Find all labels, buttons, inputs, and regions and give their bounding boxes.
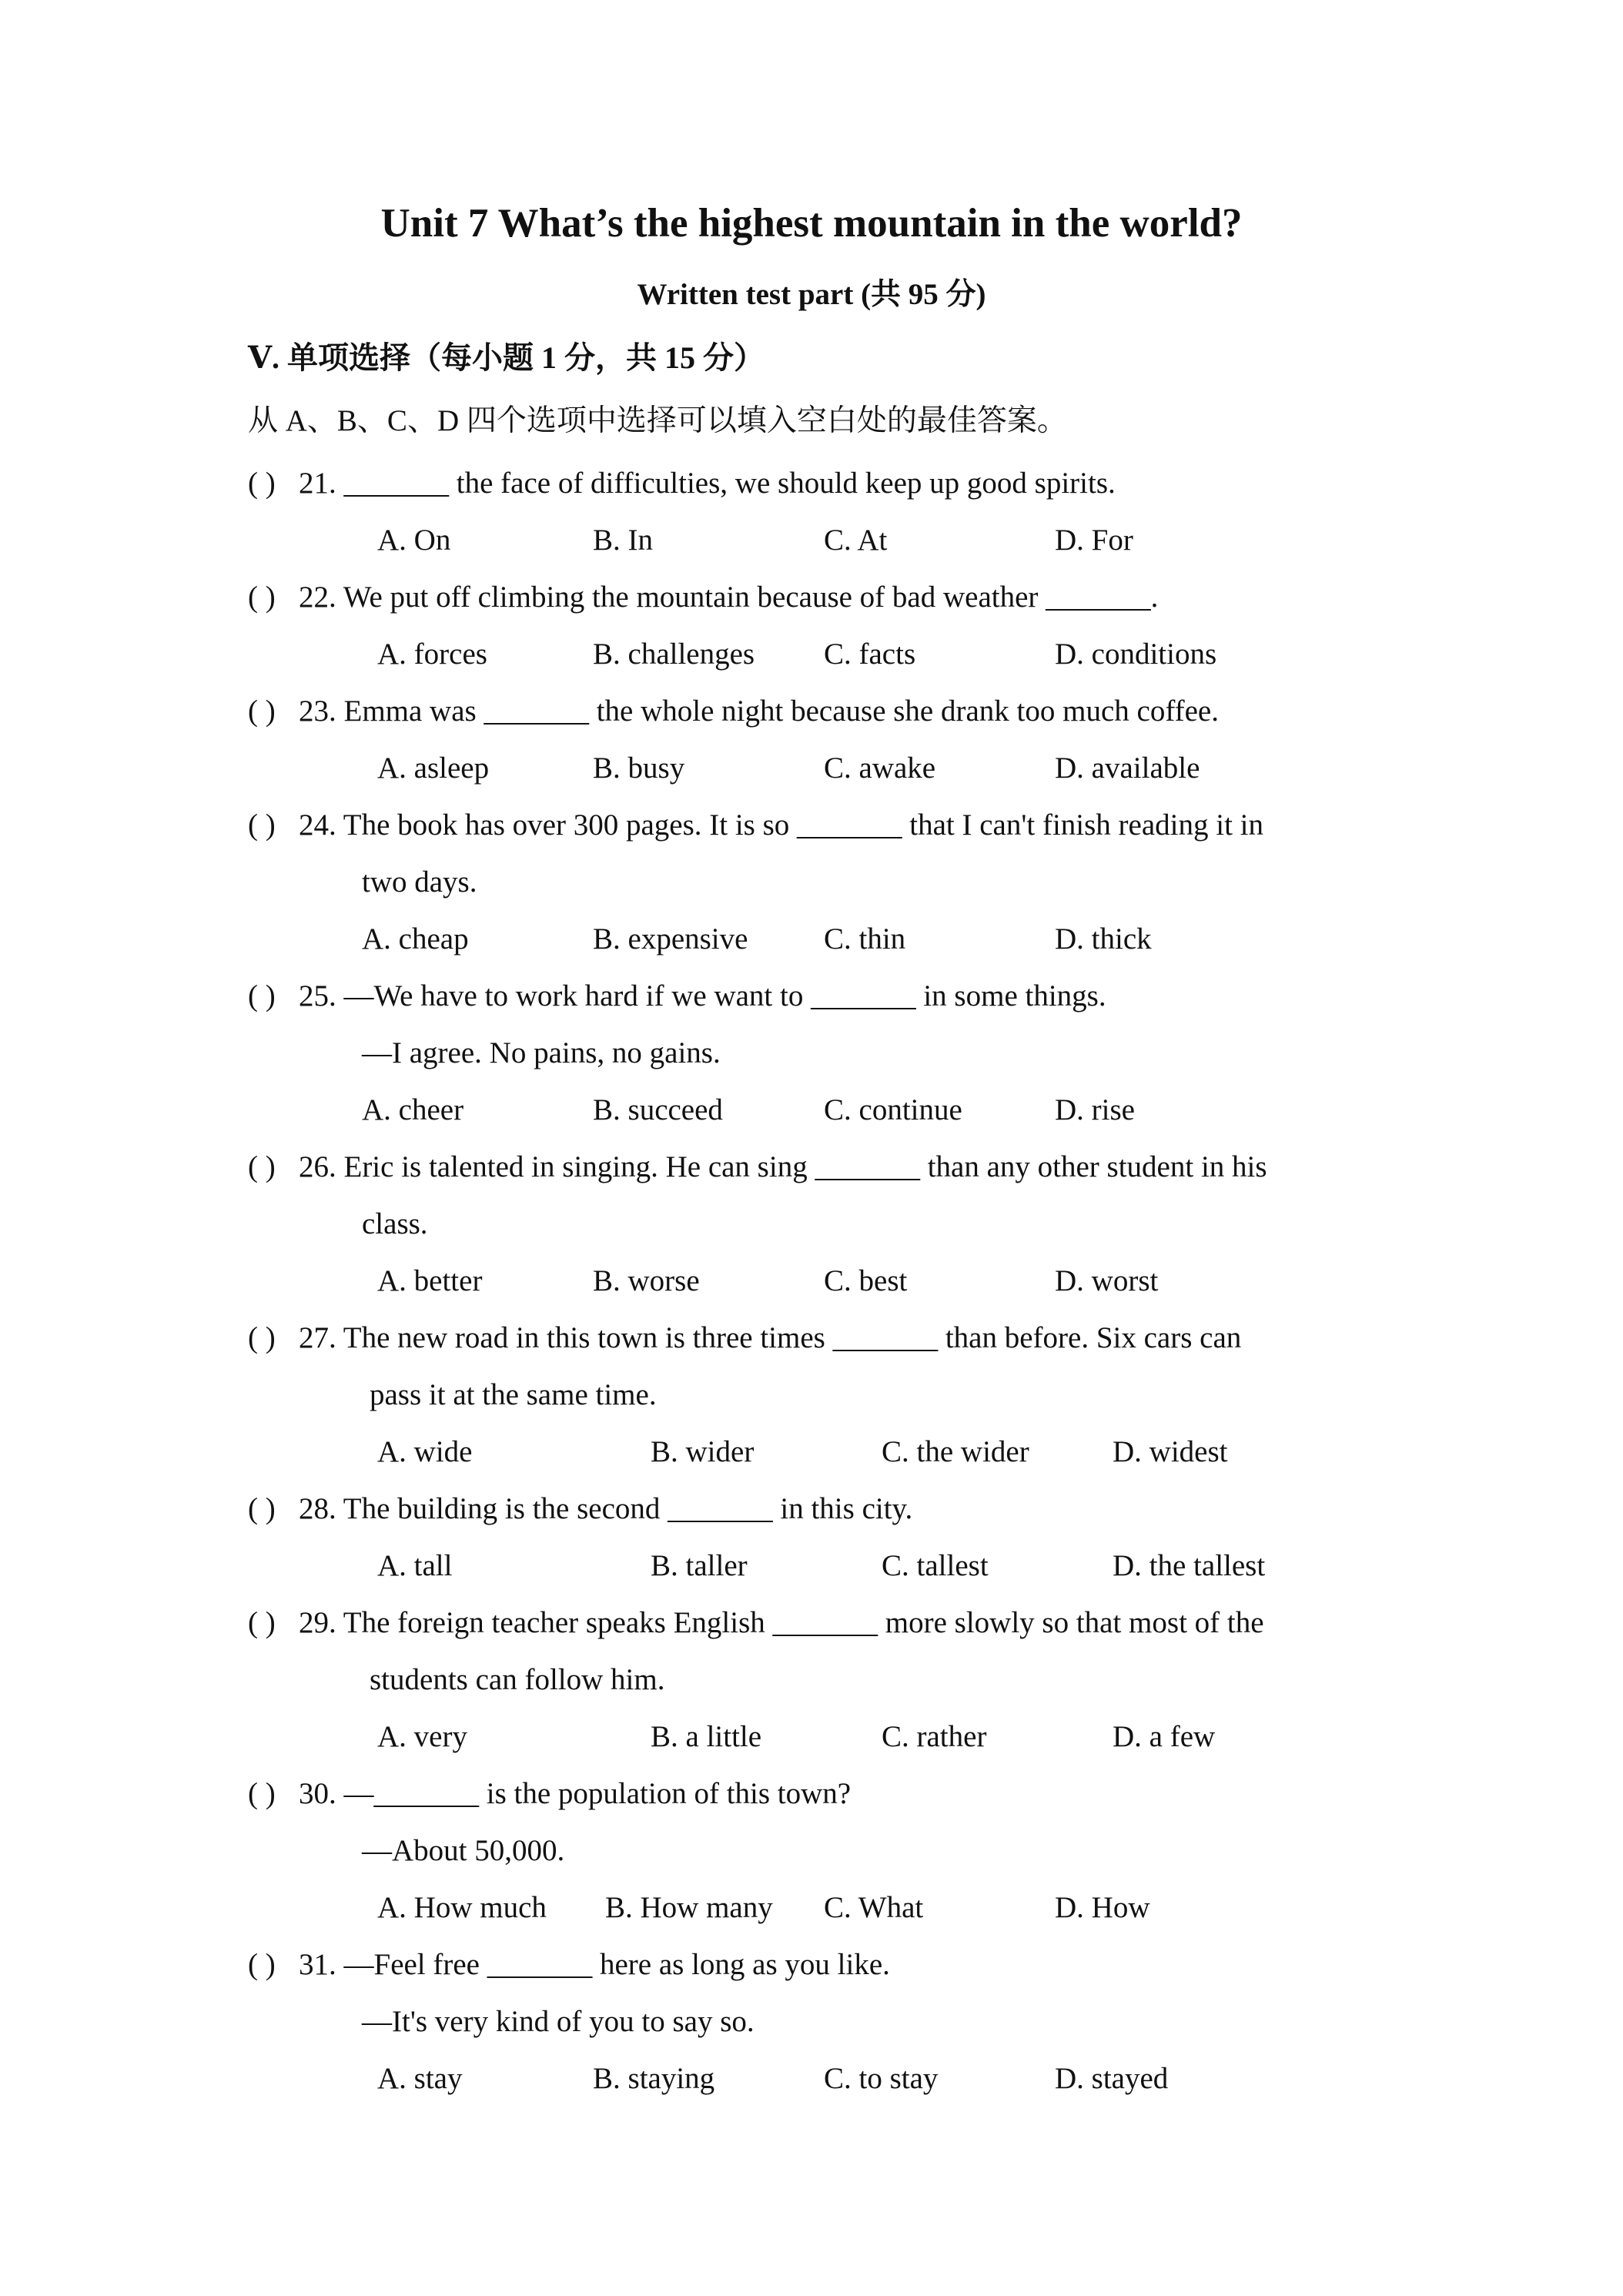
- answer-option-c[interactable]: C. to stay: [824, 2062, 939, 2095]
- answer-option-c[interactable]: C. the wider: [882, 1435, 1029, 1468]
- answer-option-c[interactable]: C. awake: [824, 751, 936, 785]
- section-instruction: 从 A、B、C、D 四个选项中选择可以填入空白处的最佳答案。: [248, 404, 1067, 437]
- answer-bracket[interactable]: ( ): [248, 694, 276, 728]
- question-text: 22. We put off climbing the mountain because of bad weather _______.: [299, 581, 1159, 614]
- question-text-continued: —It's very kind of you to say so.: [362, 2005, 755, 2038]
- answer-bracket[interactable]: ( ): [248, 1150, 276, 1183]
- page-subtitle: Written test part (共 95 分): [637, 278, 986, 311]
- answer-option-d[interactable]: D. the tallest: [1113, 1549, 1266, 1582]
- answer-bracket[interactable]: ( ): [248, 1492, 276, 1525]
- question-text: 25. —We have to work hard if we want to _______ in some things.: [299, 979, 1106, 1012]
- answer-option-a[interactable]: A. How much: [377, 1891, 547, 1924]
- question-text: 31. —Feel free _______ here as long as you like.: [299, 1948, 890, 1981]
- answer-option-c[interactable]: C. tallest: [882, 1549, 989, 1582]
- answer-option-a[interactable]: A. better: [377, 1264, 483, 1297]
- answer-option-d[interactable]: D. stayed: [1055, 2062, 1169, 2095]
- question-text: 28. The building is the second _______ in this city.: [299, 1492, 913, 1525]
- answer-bracket[interactable]: ( ): [248, 467, 276, 500]
- answer-option-b[interactable]: B. wider: [651, 1435, 755, 1468]
- answer-option-c[interactable]: C. best: [824, 1264, 908, 1297]
- answer-option-b[interactable]: B. succeed: [593, 1093, 723, 1126]
- question-text: 26. Eric is talented in singing. He can sing _______ than any other student in his: [299, 1150, 1267, 1183]
- answer-option-a[interactable]: A. asleep: [377, 751, 490, 785]
- answer-bracket[interactable]: ( ): [248, 1777, 276, 1810]
- answer-option-d[interactable]: D. worst: [1055, 1264, 1159, 1297]
- answer-option-b[interactable]: B. How many: [605, 1891, 773, 1924]
- answer-option-d[interactable]: D. conditions: [1055, 638, 1217, 671]
- question-text-continued: —I agree. No pains, no gains.: [362, 1036, 721, 1069]
- section-heading: Ⅴ. 单项选择（每小题 1 分，共 15 分）: [248, 340, 765, 375]
- page-title: Unit 7 What’s the highest mountain in the world?: [380, 201, 1243, 246]
- answer-option-c[interactable]: C. facts: [824, 638, 916, 671]
- answer-option-c[interactable]: C. continue: [824, 1093, 962, 1126]
- answer-option-a[interactable]: A. very: [377, 1720, 467, 1753]
- question-text: 30. —_______ is the population of this town?: [299, 1777, 852, 1810]
- answer-option-d[interactable]: D. widest: [1113, 1435, 1228, 1468]
- answer-option-b[interactable]: B. challenges: [593, 638, 755, 671]
- answer-option-d[interactable]: D. a few: [1113, 1720, 1216, 1753]
- answer-option-a[interactable]: A. tall: [377, 1549, 453, 1582]
- answer-option-d[interactable]: D. rise: [1055, 1093, 1135, 1126]
- answer-bracket[interactable]: ( ): [248, 1948, 276, 1981]
- answer-option-a[interactable]: A. cheap: [362, 922, 469, 956]
- answer-option-b[interactable]: B. In: [593, 524, 653, 557]
- answer-option-a[interactable]: A. wide: [377, 1435, 473, 1468]
- answer-bracket[interactable]: ( ): [248, 808, 276, 842]
- answer-bracket[interactable]: ( ): [248, 581, 276, 614]
- question-text-continued: pass it at the same time.: [370, 1378, 657, 1411]
- answer-option-b[interactable]: B. expensive: [593, 922, 748, 956]
- answer-option-d[interactable]: D. thick: [1055, 922, 1152, 956]
- answer-option-a[interactable]: A. cheer: [362, 1093, 464, 1126]
- answer-option-b[interactable]: B. taller: [651, 1549, 748, 1582]
- answer-bracket[interactable]: ( ): [248, 1321, 276, 1354]
- question-text-continued: two days.: [362, 865, 477, 899]
- question-text-continued: students can follow him.: [370, 1663, 665, 1696]
- answer-option-c[interactable]: C. At: [824, 524, 888, 557]
- question-text: 29. The foreign teacher speaks English _______ more slowly so that most of the: [299, 1606, 1264, 1639]
- answer-option-d[interactable]: D. For: [1055, 524, 1133, 557]
- answer-option-a[interactable]: A. On: [377, 524, 451, 557]
- answer-option-b[interactable]: B. a little: [651, 1720, 762, 1753]
- answer-bracket[interactable]: ( ): [248, 1606, 276, 1639]
- question-text: 23. Emma was _______ the whole night because she drank too much coffee.: [299, 694, 1219, 728]
- question-text-continued: class.: [362, 1207, 428, 1240]
- question-text-continued: —About 50,000.: [362, 1834, 565, 1867]
- answer-option-d[interactable]: D. available: [1055, 751, 1200, 785]
- answer-option-d[interactable]: D. How: [1055, 1891, 1150, 1924]
- answer-option-a[interactable]: A. forces: [377, 638, 487, 671]
- answer-option-b[interactable]: B. staying: [593, 2062, 715, 2095]
- answer-option-b[interactable]: B. busy: [593, 751, 685, 785]
- answer-option-b[interactable]: B. worse: [593, 1264, 700, 1297]
- question-text: 21. _______ the face of difficulties, we should keep up good spirits.: [299, 467, 1116, 500]
- answer-option-c[interactable]: C. What: [824, 1891, 924, 1924]
- question-text: 24. The book has over 300 pages. It is so _______ that I can't finish reading it in: [299, 808, 1264, 842]
- answer-bracket[interactable]: ( ): [248, 979, 276, 1012]
- question-text: 27. The new road in this town is three times _______ than before. Six cars can: [299, 1321, 1242, 1354]
- answer-option-c[interactable]: C. rather: [882, 1720, 987, 1753]
- answer-option-a[interactable]: A. stay: [377, 2062, 463, 2095]
- answer-option-c[interactable]: C. thin: [824, 922, 906, 956]
